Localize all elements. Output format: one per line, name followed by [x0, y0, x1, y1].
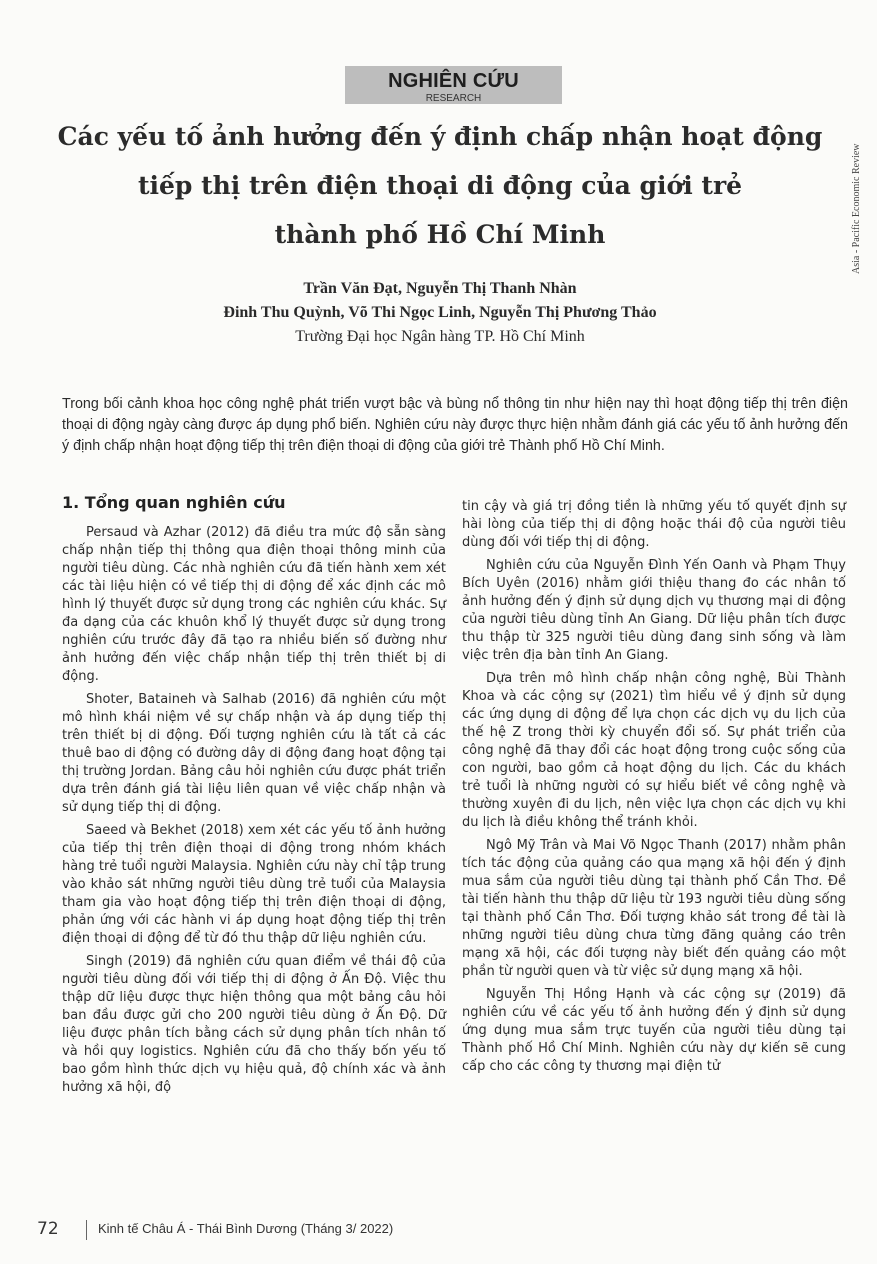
title-line: tiếp thị trên điện thoại di động của giới trẻ: [137, 171, 743, 200]
page-number: 72: [37, 1219, 59, 1239]
body-paragraph: Nghiên cứu của Nguyễn Đình Yến Oanh và Phạm Thụy Bích Uyên (2016) nhằm giới thiệu thang đo các nhân tố ảnh hưởng đến ý định sử dụng dịch vụ thương mại di động của người tiêu dùng tỉnh An Giang. Dữ liệu phân tích được thu thập từ 325 người tiêu dùng đang sinh sống và làm việc trên địa bàn tỉnh An Giang.: [462, 558, 846, 663]
body-paragraph: Ngô Mỹ Trân và Mai Võ Ngọc Thanh (2017) nhằm phân tích tác động của quảng cáo qua mạng xã hội đến ý định mua sắm của người tiêu dùng tại thành phố Cần Thơ. Đề tài tiến hành thu thập dữ liệu từ 193 người tiêu dùng sống tại thành phố Cần Thơ. Đối tượng khảo sát trong đề tài là những người tiêu dùng chưa từng đăng quảng cáo trên mạng xã hội, các đối tượng này biết đến quảng cáo một phần từ người quen và từ việc sử dụng mạng xã hội.: [462, 838, 846, 979]
body-paragraph: Dựa trên mô hình chấp nhận công nghệ, Bùi Thành Khoa và các cộng sự (2021) tìm hiểu về ý định sử dụng các ứng dụng di động để lựa chọn các dịch vụ du lịch của thế hệ Z trong thời kỳ chuyển đổi số. Sự phát triển của công nghệ đã thay đổi các hoạt động trong cuộc sống của con người, bao gồm cả hoạt động du lịch. Các du khách trẻ tuổi là những người có sự hiểu biết về công nghệ và thường xuyên đi du lịch, nên việc lựa chọn các dịch vụ khi du lịch là điều không thể tránh khỏi.: [462, 671, 846, 830]
footer-journal: Kinh tế Châu Á - Thái Bình Dương (Tháng 3/ 2022): [98, 1221, 394, 1236]
body-paragraph: Singh (2019) đã nghiên cứu quan điểm về thái độ của người tiêu dùng đối với tiếp thị di động ở Ấn Độ. Việc thu thập dữ liệu được thực hiện thông qua một bảng câu hỏi ban đầu được gửi cho 200 người tiêu dùng ở Ấn Độ. Dữ liệu được phân tích bằng cách sử dụng phân tích nhân tố và hồi quy logistics. Nghiên cứu đã cho thấy bốn yếu tố bao gồm hình thức dịch vụ hiệu quả, độ chính xác và ảnh hưởng xã hội, độ: [62, 954, 446, 1095]
title-line: Các yếu tố ảnh hưởng đến ý định chấp nhận hoạt động: [57, 122, 823, 151]
right-column: [462, 498, 846, 1081]
footer-divider: [86, 1220, 87, 1240]
authors-line-2: Đinh Thu Quỳnh, Võ Thi Ngọc Linh, Nguyễn Thị Phương Thảo: [223, 304, 657, 321]
body-paragraph: Shoter, Bataineh và Salhab (2016) đã nghiên cứu một mô hình khái niệm về sự chấp nhận và áp dụng tiếp thị trên thiết bị di động. Đối tượng nghiên cứu là tất cả các thuê bao di động có đường dây di động đang hoạt động tại thị trường Jordan. Bảng câu hỏi nghiên cứu được phát triển dựa trên đánh giá tài liệu liên quan về việc chấp nhận và sử dụng tiếp thị di động.: [62, 692, 446, 815]
section-sublabel: RESEARCH: [425, 93, 482, 104]
side-journal-title: Asia - Pacific Economic Review: [851, 143, 862, 274]
section-label: NGHIÊN CỨU: [388, 70, 519, 92]
body-paragraph: Saeed và Bekhet (2018) xem xét các yếu tố ảnh hưởng của tiếp thị trên điện thoại di động trong nhóm khách hàng trẻ tuổi người Malaysia. Nghiên cứu này chỉ tập trung vào khảo sát những người tiêu dùng trẻ tuổi của Malaysia tham gia vào hoạt động tiếp thị trên điện thoại di động, phản ứng với các hành vi áp dụng hoạt động tiếp thị trên điện thoại di động để từ đó thu thập dữ liệu nghiên cứu.: [62, 823, 446, 946]
authors-line-1: Trần Văn Đạt, Nguyễn Thị Thanh Nhàn: [303, 280, 577, 297]
author-block: [60, 277, 820, 349]
body-paragraph: tin cậy và giá trị đồng tiền là những yếu tố quyết định sự hài lòng của tiếp thị di động hoặc thái độ của người tiêu dùng đối với tiếp thị di động.: [462, 499, 846, 550]
left-column: [62, 494, 446, 1102]
article-title: [40, 112, 840, 259]
section-heading: 1. Tổng quan nghiên cứu: [62, 493, 286, 512]
affiliation: Trường Đại học Ngân hàng TP. Hồ Chí Minh: [295, 328, 585, 345]
body-paragraph: Persaud và Azhar (2012) đã điều tra mức độ sẵn sàng chấp nhận tiếp thị thông qua điện thoại thông minh của người tiêu dùng. Các nhà nghiên cứu đã tiến hành xem xét các tài liệu hiện có về tiếp thị di động để xác định các mô hình lý thuyết được sử dụng trong các nghiên cứu khác. Sự đa dạng của các khuôn khổ lý thuyết được sử dụng trong nghiên cứu trước đây đã tạo ra nhiều biến số đường như ảnh hưởng đến việc chấp nhận tiếp thị trên thiết bị di động.: [62, 525, 446, 684]
body-paragraph: Nguyễn Thị Hồng Hạnh và các cộng sự (2019) đã nghiên cứu về các yếu tố ảnh hưởng đến ý định sử dụng ứng dụng mua sắm trực tuyến của người tiêu dùng tại Thành phố Hồ Chí Minh. Nghiên cứu này dự kiến sẽ cung cấp cho các công ty thương mại điện tử: [462, 987, 846, 1074]
title-line: thành phố Hồ Chí Minh: [274, 220, 606, 249]
abstract: Trong bối cảnh khoa học công nghệ phát triển vượt bậc và bùng nổ thông tin như hiện nay thì hoạt động tiếp thị trên điện thoại di động ngày càng được áp dụng phổ biến. Nghiên cứu này được thực hiện nhằm đánh giá các yếu tố ảnh hưởng đến ý định chấp nhận hoạt động tiếp thị trên điện thoại di động của giới trẻ Thành phố Hồ Chí Minh.: [62, 396, 848, 454]
